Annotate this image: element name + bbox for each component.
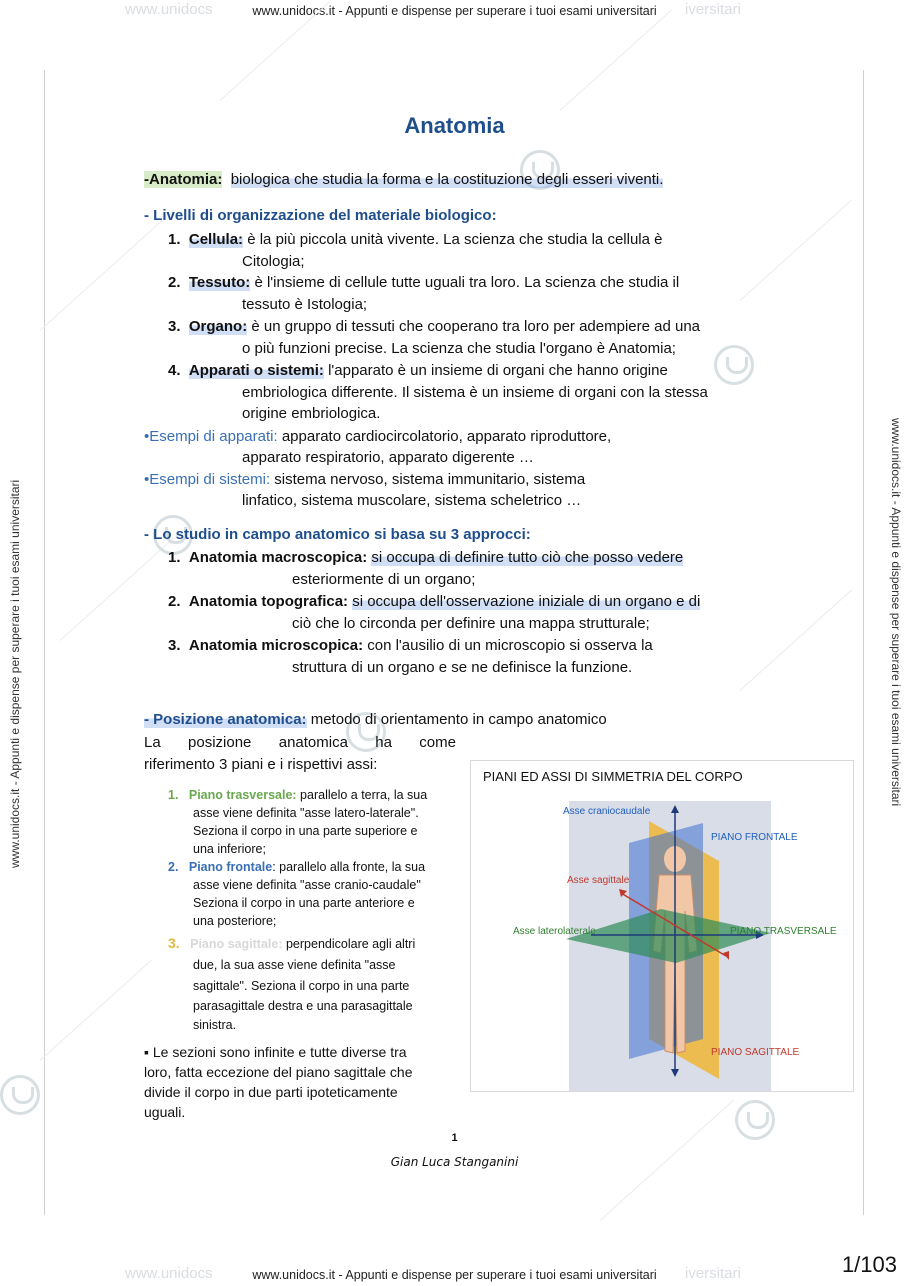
item-text-cont: embriologica differente. Il sistema è un insieme di organi con la stessa — [242, 384, 708, 401]
item-term: Anatomia macroscopica: — [188, 549, 368, 566]
label-piano-frontale: PIANO FRONTALE — [711, 832, 798, 843]
list-item — [168, 361, 668, 381]
watermark-bottom — [0, 1265, 909, 1282]
plane-number: 2. — [168, 860, 179, 874]
item-term: Organo: — [188, 318, 248, 335]
watermark-logo-icon — [0, 1075, 40, 1115]
author: Gian Luca Stanganini — [390, 1155, 519, 1169]
item-number: 2. — [168, 274, 181, 291]
position-heading-line — [144, 710, 607, 730]
watermark-bottom-text: www.unidocs.it - Appunti e dispense per superare i tuoi esami universitari — [252, 1268, 657, 1282]
item-text: si occupa di definire tutto ciò che posso vedere — [371, 549, 684, 566]
item-text: si occupa dell'osservazione iniziale di un organo e di — [352, 593, 701, 610]
plane-text: sagittale". Seziona il corpo in una parte — [193, 979, 410, 993]
list-item — [168, 230, 662, 250]
item-term: Cellula: — [188, 231, 244, 248]
position-heading: - Posizione anatomica: — [144, 711, 307, 728]
plane-number: 1. — [168, 788, 179, 802]
plane-text: una inferiore; — [193, 842, 266, 856]
watermark-stroke — [740, 590, 852, 691]
label-asse-laterolaterale: Asse laterolaterale — [513, 926, 596, 937]
watermark-ghost-left: www.unidocs — [125, 1265, 213, 1282]
watermark-top-text: www.unidocs.it - Appunti e dispense per superare i tuoi esami universitari — [252, 4, 657, 18]
plane-item — [168, 858, 425, 876]
plane-name: Piano frontale — [188, 860, 273, 874]
examples-text-cont: apparato respiratorio, apparato digerente … — [242, 449, 534, 466]
item-text: è un gruppo di tessuti che cooperano tra loro per adempiere ad una — [251, 318, 701, 335]
item-number: 3. — [168, 637, 181, 654]
examples-text-cont: linfatico, sistema muscolare, sistema scheletrico … — [242, 492, 582, 509]
list-item — [168, 636, 653, 656]
plane-text: due, la sua asse viene definita "asse — [193, 958, 396, 972]
plane-name: Piano trasversale: — [188, 788, 297, 802]
watermark-top — [0, 1, 909, 18]
examples-apparati — [144, 427, 611, 447]
plane-text: Seziona il corpo in una parte anteriore e — [193, 896, 415, 910]
item-term: Tessuto: — [188, 274, 251, 291]
plane-text: una posteriore; — [193, 914, 277, 928]
watermark-stroke — [560, 10, 672, 111]
plane-number: 3. — [168, 935, 180, 951]
list-item — [168, 317, 700, 337]
note-line: loro, fatta eccezione del piano sagittale che — [144, 1064, 413, 1080]
plane-text: perpendicolare agli altri — [285, 937, 416, 951]
item-text-cont: tessuto è Istologia; — [242, 296, 368, 313]
levels-heading: - Livelli di organizzazione del materiale biologico: — [144, 207, 497, 224]
item-text-cont: o più funzioni precise. La scienza che studia l'organo è Anatomia; — [242, 340, 676, 357]
approaches-heading: - Lo studio in campo anatomico si basa su 3 approcci: — [144, 526, 531, 543]
plane-text: asse viene definita "asse latero-laterale". — [193, 806, 419, 820]
list-item — [168, 592, 700, 612]
plane-text: parallelo a terra, la sua — [300, 788, 428, 802]
definition-term: -Anatomia: — [144, 171, 223, 188]
plane-text: parasagittale destra e una parasagittale — [193, 999, 413, 1013]
item-text-cont: ciò che lo circonda per definire una mappa strutturale; — [292, 615, 650, 632]
page-title: Anatomia — [404, 113, 505, 138]
examples-text: sistema nervoso, sistema immunitario, sistema — [274, 471, 586, 488]
plane-text: sinistra. — [193, 1018, 237, 1032]
page-border-right — [863, 70, 864, 1215]
list-item — [168, 273, 679, 293]
position-intro-cont: riferimento 3 piani e i rispettivi assi: — [144, 756, 378, 773]
examples-label: •Esempi di sistemi: — [144, 471, 271, 488]
diagram-title: PIANI ED ASSI DI SIMMETRIA DEL CORPO — [483, 769, 743, 784]
watermark-stroke — [40, 960, 152, 1061]
item-text-cont: Citologia; — [242, 253, 305, 270]
note-line: uguali. — [144, 1104, 186, 1120]
item-text-cont: origine embriologica. — [242, 405, 381, 422]
page-border-left — [44, 70, 45, 1215]
item-text: è la più piccola unità vivente. La scienza che studia la cellula è — [247, 231, 663, 248]
examples-label: •Esempi di apparati: — [144, 428, 278, 445]
item-text-cont: esteriormente di un organo; — [292, 571, 476, 588]
examples-text: apparato cardiocircolatorio, apparato riproduttore, — [281, 428, 612, 445]
watermark-stroke — [40, 210, 174, 331]
note-line: divide il corpo in due parti ipoteticamente — [144, 1084, 398, 1100]
plane-text: : parallelo alla fronte, la sua — [272, 860, 426, 874]
plane-text: asse viene definita "asse cranio-caudale" — [193, 878, 421, 892]
label-piano-trasversale: PIANO TRASVERSALE — [730, 926, 837, 937]
item-term: Anatomia topografica: — [188, 593, 349, 610]
item-number: 2. — [168, 593, 181, 610]
definition-text: biologica che studia la forma e la costituzione degli esseri viventi. — [230, 171, 664, 188]
item-number: 4. — [168, 362, 181, 379]
item-text: con l'ausilio di un microscopio si osserva la — [367, 637, 653, 654]
watermark-stroke — [740, 200, 852, 301]
item-number: 1. — [168, 231, 181, 248]
position-heading-text: metodo di orientamento in campo anatomico — [310, 711, 607, 728]
body-planes-diagram — [470, 760, 854, 1092]
definition — [144, 170, 663, 190]
watermark-side-right: www.unidocs.it - Appunti e dispense per superare i tuoi esami universitari — [889, 418, 903, 807]
watermark-ghost-left: www.unidocs — [125, 1, 213, 18]
label-asse-craniocaudale: Asse craniocaudale — [563, 806, 651, 817]
watermark-ghost-right: iversitari — [685, 1, 741, 18]
examples-sistemi — [144, 470, 585, 490]
watermark-side-left: www.unidocs.it - Appunti e dispense per superare i tuoi esami universitari — [8, 479, 22, 868]
item-text: l'apparato è un insieme di organi che hanno origine — [328, 362, 668, 379]
label-asse-sagittale: Asse sagittale — [567, 875, 630, 886]
item-term: Apparati o sistemi: — [188, 362, 324, 379]
item-number: 1. — [168, 549, 181, 566]
plane-text: Seziona il corpo in una parte superiore e — [193, 824, 418, 838]
position-intro: La posizione anatomica ha come — [144, 734, 456, 751]
plane-item — [168, 934, 415, 953]
item-text-cont: struttura di un organo e se ne definisce la funzione. — [292, 659, 633, 676]
item-text: è l'insieme di cellule tutte uguali tra loro. La scienza che studia il — [254, 274, 680, 291]
item-number: 3. — [168, 318, 181, 335]
page-number: 1 — [451, 1132, 458, 1144]
list-item — [168, 548, 683, 568]
plane-item — [168, 786, 427, 804]
watermark-logo-icon — [714, 345, 754, 385]
note-line: ▪ Le sezioni sono infinite e tutte diverse tra — [144, 1044, 407, 1060]
label-piano-sagittale: PIANO SAGITTALE — [711, 1047, 800, 1058]
watermark-ghost-right: iversitari — [685, 1265, 741, 1282]
item-term: Anatomia microscopica: — [188, 637, 364, 654]
plane-name: Piano sagittale: — [190, 937, 283, 951]
page-counter: 1/103 — [841, 1252, 897, 1277]
